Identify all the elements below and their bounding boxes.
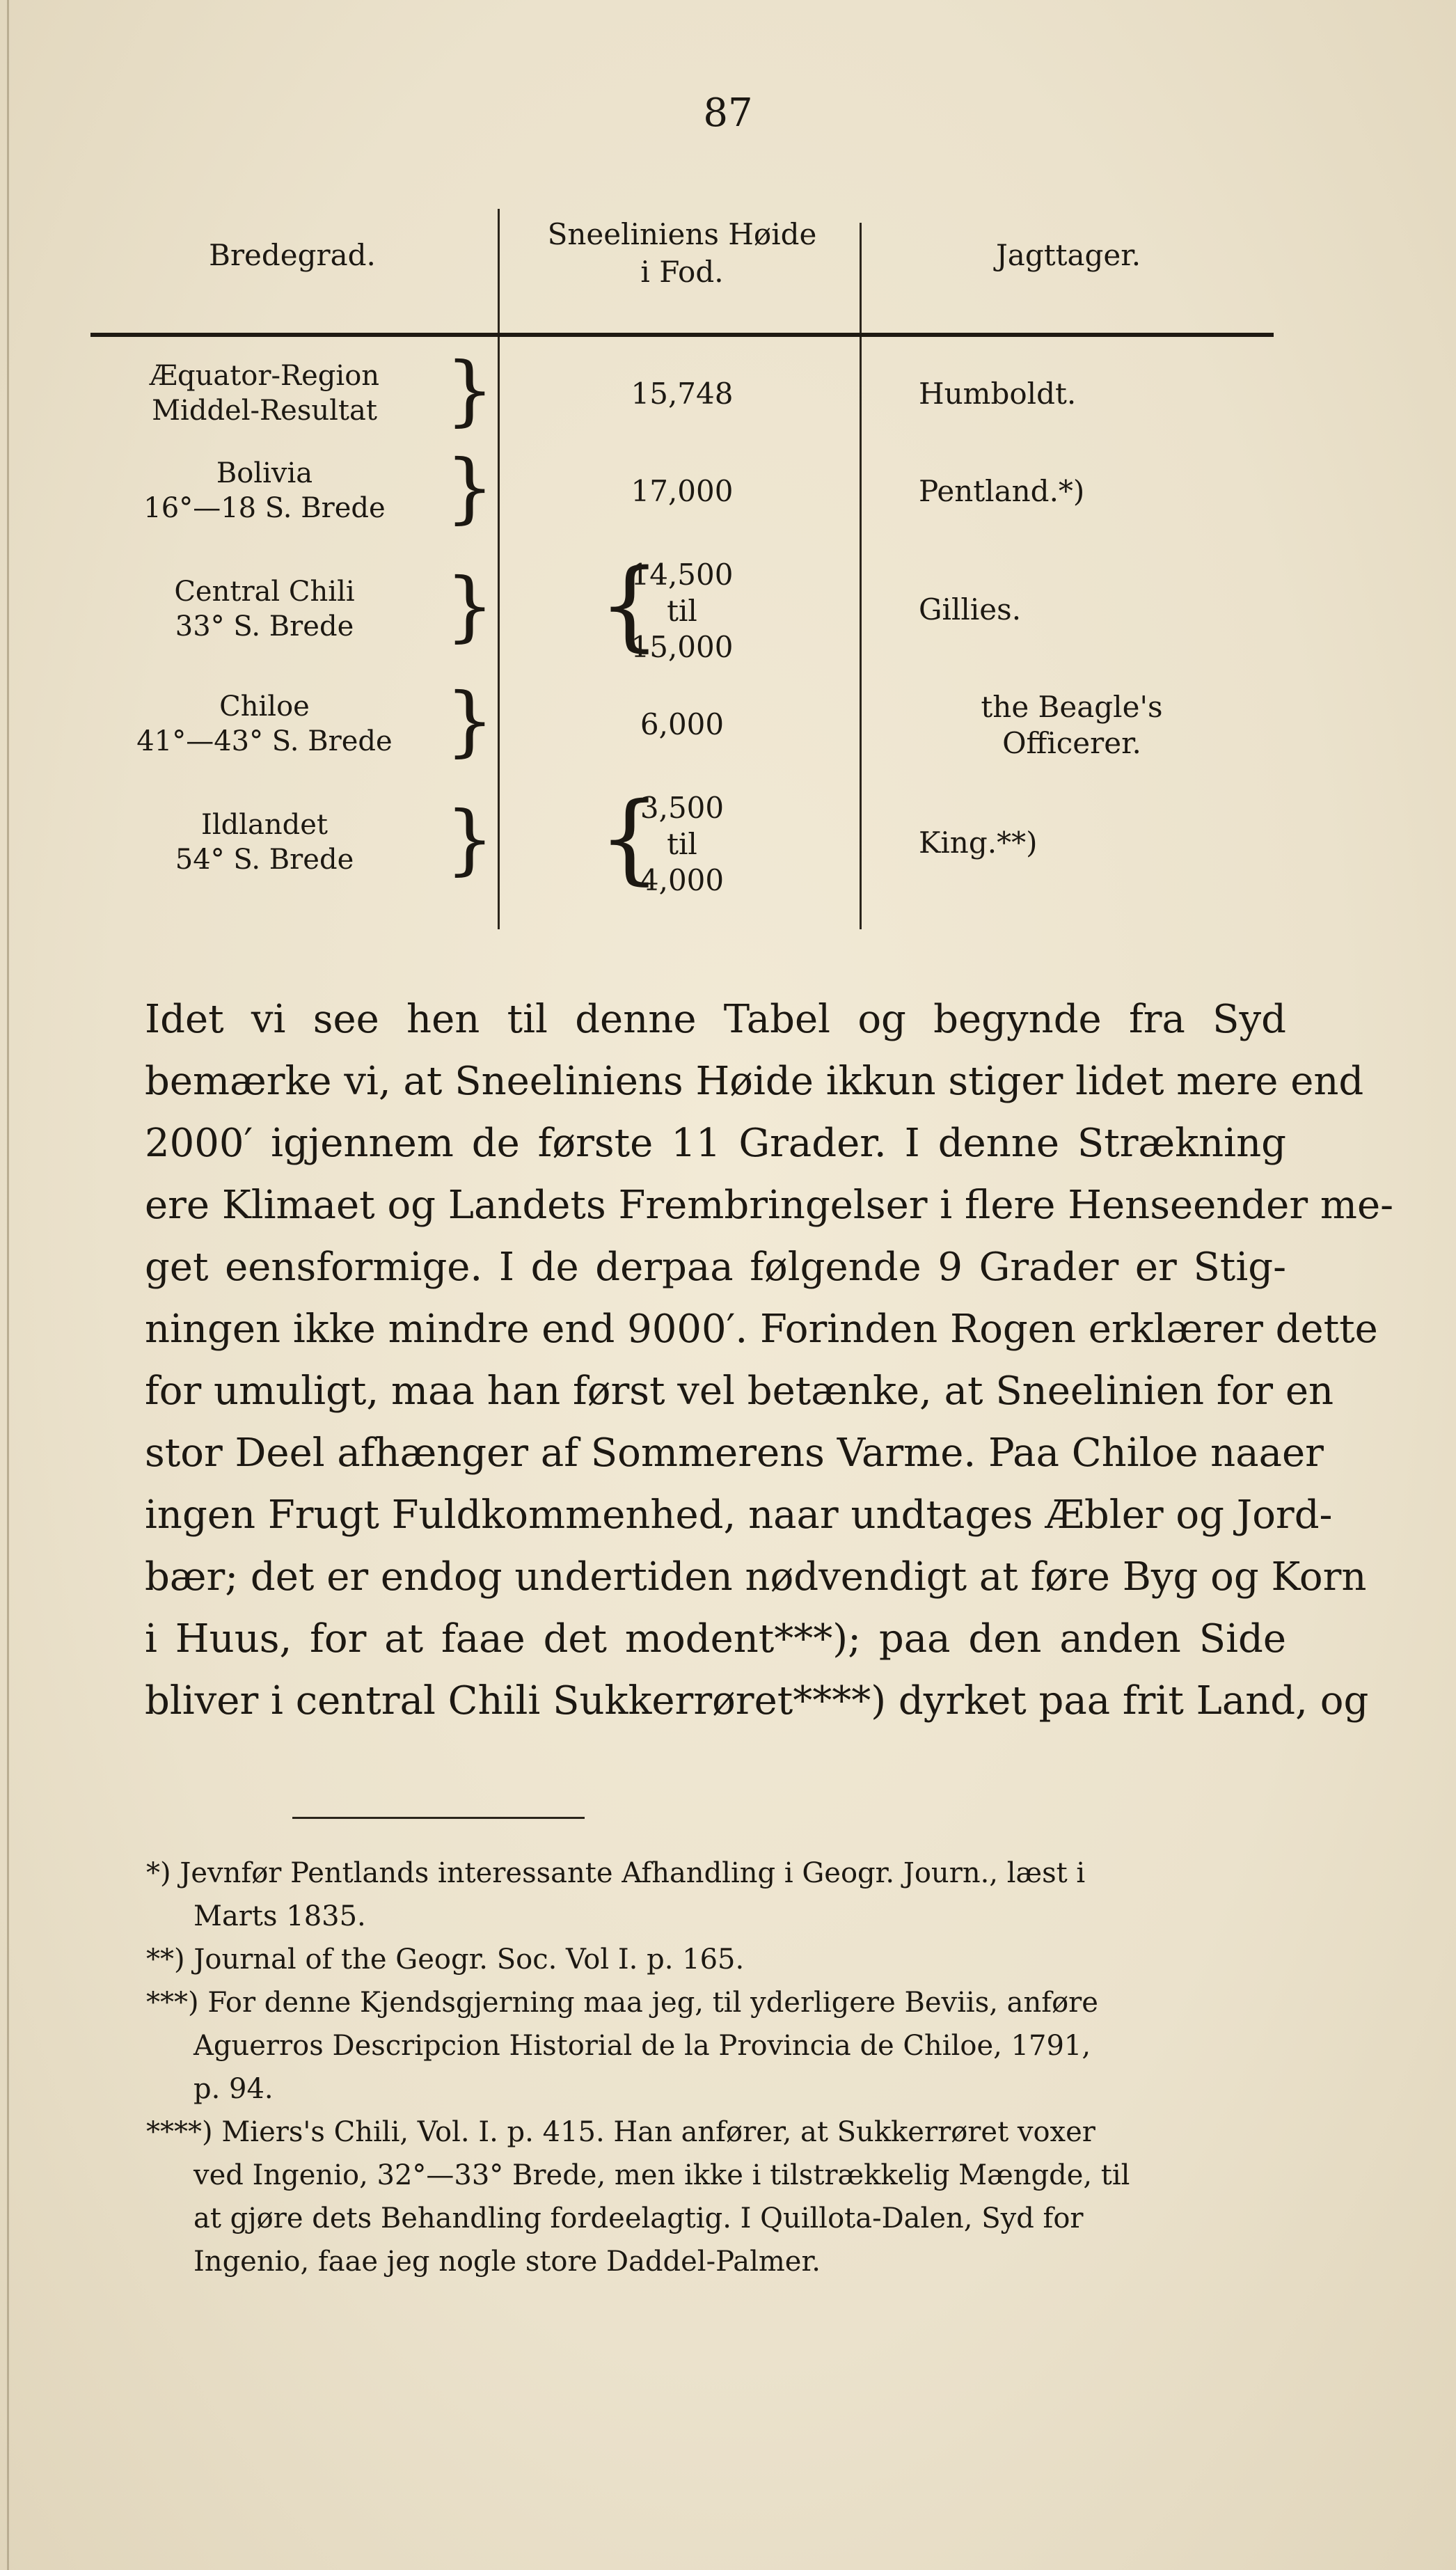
footnote-line: ****) Miers's Chili, Vol. I. p. 415. Han anfører, at Sukkerrøret voxer xyxy=(146,2116,1095,2148)
row-name xyxy=(90,807,438,877)
table-row xyxy=(90,782,1274,912)
row-observer xyxy=(870,689,1274,762)
body-line: i Huus, for at faae det modent***); paa den anden Side xyxy=(145,1616,1286,1662)
brace-icon: } xyxy=(445,561,494,650)
row-observer-line2: Officerer. xyxy=(1002,726,1141,760)
footnote-line: p. 94. xyxy=(193,2073,274,2105)
row-name-line1: Æquator-Region xyxy=(149,360,380,392)
row-name xyxy=(90,689,438,759)
row-name-line2: 41°—43° S. Brede xyxy=(136,725,393,757)
row-value-to: 4,000 xyxy=(640,863,725,897)
table-row xyxy=(90,345,1274,439)
page-edge-line xyxy=(7,0,9,2570)
header-latitude: Bredegrad. xyxy=(209,238,376,272)
brace-icon: } xyxy=(445,676,494,765)
table-row xyxy=(90,549,1274,668)
footnote-divider xyxy=(292,1817,585,1819)
body-line: for umuligt, maa han først vel betænke, at Sneelinien for en xyxy=(145,1369,1334,1414)
body-line: ere Klimaet og Landets Frembringelser i flere Henseender me- xyxy=(145,1183,1394,1228)
footnote-line: at gjøre dets Behandling fordeelagtig. I Quillota-Dalen, Syd for xyxy=(193,2202,1084,2234)
page-number: 87 xyxy=(703,90,753,136)
body-line: ingen Frugt Fuldkommenhed, naar undtages Æbler og Jord- xyxy=(145,1492,1333,1538)
row-value-from: 3,500 xyxy=(640,791,725,825)
row-name-line1: Chiloe xyxy=(219,691,310,723)
row-name-line2: 54° S. Brede xyxy=(175,844,354,876)
row-value-from: 14,500 xyxy=(631,558,734,592)
footnote-line: **) Journal of the Geogr. Soc. Vol I. p. 165. xyxy=(146,1944,745,1976)
body-paragraph xyxy=(145,988,1394,1732)
body-line: 2000′ igjennem de første 11 Grader. I denne Strækning xyxy=(145,1121,1286,1166)
row-value: 15,748 xyxy=(631,377,734,411)
header-observer: Jagttager. xyxy=(995,238,1141,272)
brace-icon: } xyxy=(445,443,494,532)
row-name-line2: Middel-Resultat xyxy=(152,395,377,427)
footnote-line: ved Ingenio, 32°—33° Brede, men ikke i tilstrækkelig Mængde, til xyxy=(193,2159,1130,2191)
footnote-line: Aguerros Descripcion Historial de la Provincia de Chiloe, 1791, xyxy=(193,2030,1091,2062)
row-value: 6,000 xyxy=(640,707,725,741)
body-line: ningen ikke mindre end 9000′. Forinden Rogen erklærer dette xyxy=(145,1307,1378,1352)
row-observer: Gillies. xyxy=(919,592,1022,626)
left-brace-icon: { xyxy=(599,549,661,662)
row-name xyxy=(90,574,438,644)
header-snowline-line2: i Fod. xyxy=(640,255,724,289)
row-name xyxy=(90,358,438,428)
body-line: bemærke vi, at Sneeliniens Høide ikkun stiger lidet mere end xyxy=(145,1059,1364,1104)
brace-icon: } xyxy=(445,794,494,883)
row-name-line2: 33° S. Brede xyxy=(175,610,354,642)
row-observer: Pentland.*) xyxy=(919,474,1085,508)
body-line: stor Deel afhænger af Sommerens Varme. Paa Chiloe naaer xyxy=(145,1430,1324,1476)
row-observer: Humboldt. xyxy=(919,377,1077,411)
row-observer-line1: the Beagle's xyxy=(981,690,1163,724)
row-value-til: til xyxy=(667,594,697,628)
row-value-range xyxy=(501,549,863,665)
footnote-line: Ingenio, faae jeg nogle store Daddel-Palmer. xyxy=(193,2246,821,2278)
snowline-table xyxy=(90,209,1274,933)
row-name-line2: 16°—18 S. Brede xyxy=(143,492,386,524)
row-value: 17,000 xyxy=(631,474,734,508)
footnote-line: ***) For denne Kjendsgjerning maa jeg, til yderligere Beviis, anføre xyxy=(146,1987,1098,2019)
header-snowline-line1: Sneeliniens Høide xyxy=(547,217,817,251)
body-line: get eensformige. I de derpaa følgende 9 Grader er Stig- xyxy=(145,1245,1286,1290)
table-row xyxy=(90,676,1274,773)
footnote-line: *) Jevnfør Pentlands interessante Afhandling i Geogr. Journ., læst i xyxy=(146,1857,1086,1889)
body-line: Idet vi see hen til denne Tabel og begynde fra Syd xyxy=(145,997,1286,1042)
row-name xyxy=(90,456,438,526)
body-line: bær; det er endog undertiden nødvendigt at føre Byg og Korn xyxy=(145,1554,1367,1600)
row-name-line1: Central Chili xyxy=(174,576,355,608)
body-line: bliver i central Chili Sukkerrøret****) dyrket paa frit Land, og xyxy=(145,1678,1369,1724)
row-value-range xyxy=(501,782,863,899)
footnotes xyxy=(146,1852,1288,2283)
brace-icon: } xyxy=(445,345,494,434)
header-snowline xyxy=(501,216,863,291)
left-brace-icon: { xyxy=(599,782,661,895)
table-header-rule xyxy=(90,333,1274,337)
table-row xyxy=(90,443,1274,536)
footnote-line: Marts 1835. xyxy=(193,1900,366,1932)
row-value-to: 15,000 xyxy=(631,630,734,664)
row-name-line1: Ildlandet xyxy=(201,809,328,841)
row-observer: King.**) xyxy=(919,826,1038,860)
row-name-line1: Bolivia xyxy=(216,457,313,489)
row-value-til: til xyxy=(667,827,697,861)
